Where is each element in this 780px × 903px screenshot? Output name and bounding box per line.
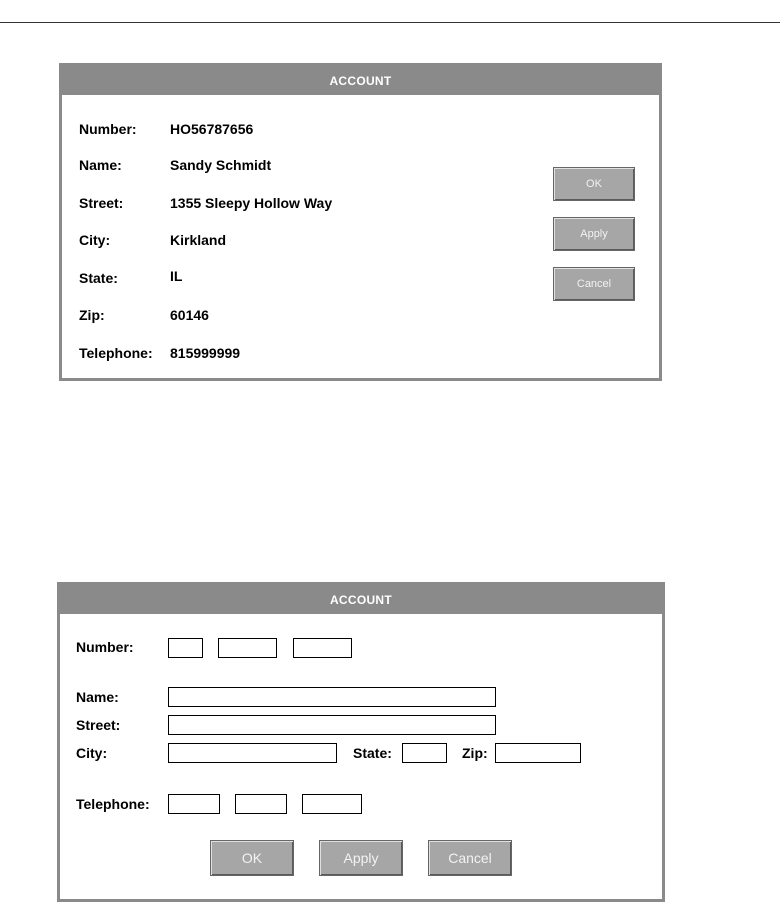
telephone-label: Telephone: — [79, 345, 153, 361]
state-field[interactable] — [402, 743, 447, 763]
state-label: State: — [79, 270, 118, 286]
number-label: Number: — [79, 121, 137, 137]
city-field[interactable] — [168, 743, 337, 763]
telephone-field-3[interactable] — [302, 794, 362, 814]
ok-button[interactable]: OK — [210, 840, 294, 876]
ok-button[interactable]: OK — [553, 167, 635, 201]
city-label: City: — [79, 232, 111, 248]
state-label: State: — [353, 745, 392, 761]
account-display-dialog — [59, 63, 662, 381]
number-field-3[interactable] — [293, 638, 352, 658]
top-rule — [0, 22, 780, 23]
telephone-field-2[interactable] — [235, 794, 287, 814]
name-label: Name: — [76, 689, 119, 705]
city-label: City: — [76, 745, 108, 761]
telephone-field-1[interactable] — [168, 794, 220, 814]
number-value: HO56787656 — [170, 121, 254, 137]
dialog-title-bar — [62, 66, 659, 95]
number-field-1[interactable] — [168, 638, 203, 658]
state-value: IL — [170, 268, 183, 284]
number-field-2[interactable] — [218, 638, 277, 658]
account-entry-dialog — [57, 582, 665, 902]
dialog-title: ACCOUNT — [329, 73, 392, 88]
cancel-button[interactable]: Cancel — [428, 840, 512, 876]
number-label: Number: — [76, 639, 134, 655]
telephone-label: Telephone: — [76, 796, 150, 812]
street-field[interactable] — [168, 715, 496, 735]
zip-field[interactable] — [495, 743, 581, 763]
cancel-button[interactable]: Cancel — [553, 267, 635, 301]
apply-button[interactable]: Apply — [319, 840, 403, 876]
zip-label: Zip: — [79, 307, 105, 323]
telephone-value: 815999999 — [170, 345, 241, 361]
name-value: Sandy Schmidt — [170, 157, 272, 173]
dialog-title: ACCOUNT — [329, 592, 393, 607]
city-value: Kirkland — [170, 232, 227, 248]
street-label: Street: — [79, 195, 124, 211]
name-field[interactable] — [168, 687, 496, 707]
name-label: Name: — [79, 157, 122, 173]
dialog-title-bar — [60, 585, 662, 614]
street-value: 1355 Sleepy Hollow Way — [170, 195, 333, 211]
street-label: Street: — [76, 717, 121, 733]
zip-value: 60146 — [170, 307, 209, 323]
apply-button[interactable]: Apply — [553, 217, 635, 251]
zip-label: Zip: — [462, 745, 488, 761]
